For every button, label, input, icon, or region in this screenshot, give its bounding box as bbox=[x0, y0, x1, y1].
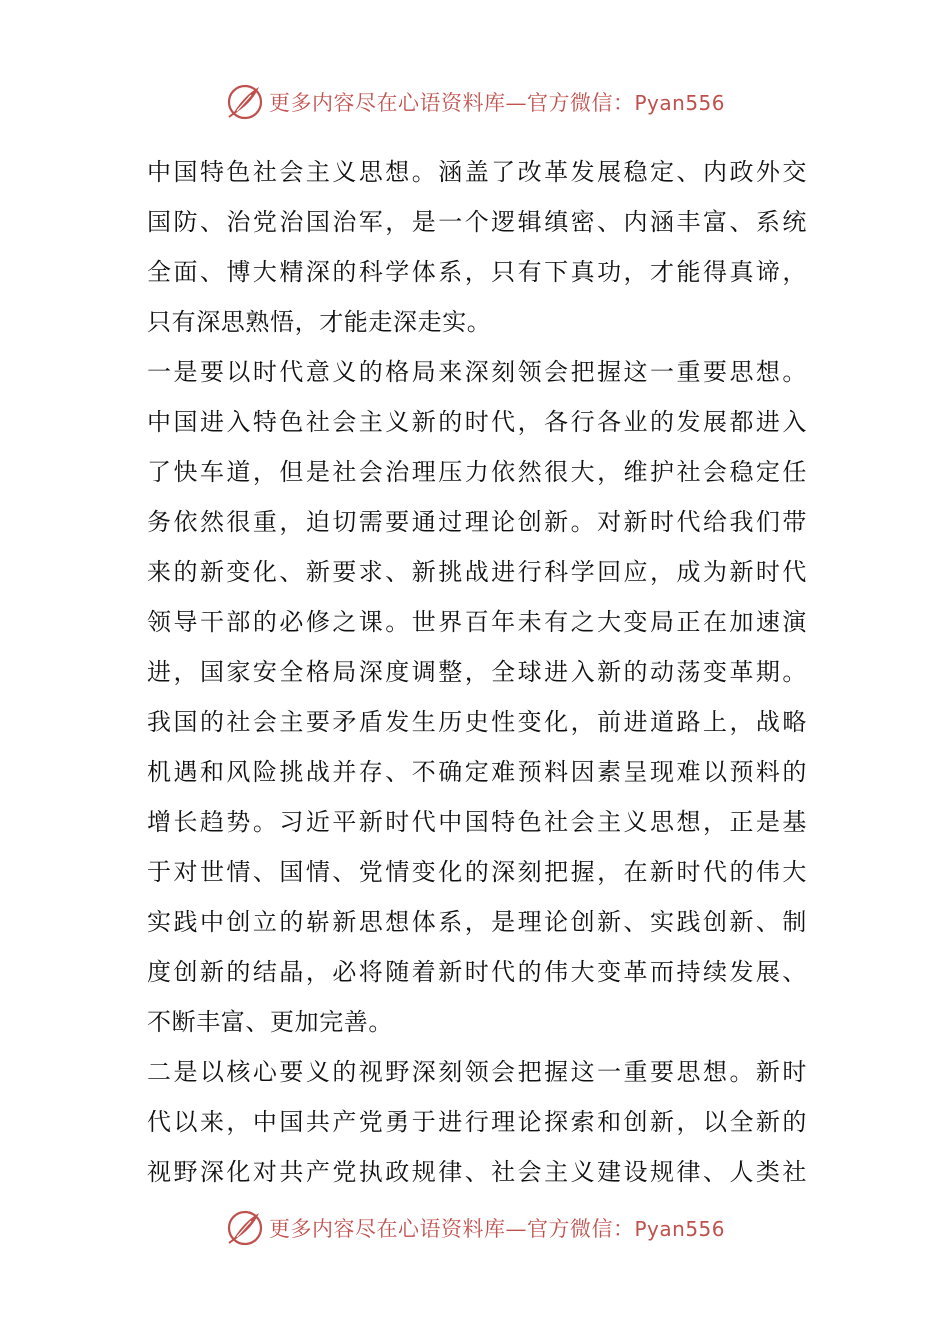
text-line: 度创新的结晶，必将随着新时代的伟大变革而持续发展、 bbox=[147, 958, 807, 986]
text-line: 实践中创立的崭新思想体系，是理论创新、实践创新、制 bbox=[147, 908, 807, 936]
text-line: 国防、治党治国治军，是一个逻辑缜密、内涵丰富、系统 bbox=[147, 208, 807, 236]
header-banner bbox=[0, 82, 950, 122]
text-line: 务依然很重，迫切需要通过理论创新。对新时代给我们带 bbox=[147, 508, 807, 536]
text-line: 进，国家安全格局深度调整，全球进入新的动荡变革期。 bbox=[147, 658, 807, 686]
text-line: 增长趋势。习近平新时代中国特色社会主义思想，正是基 bbox=[147, 808, 807, 836]
text-line: 视野深化对共产党执政规律、社会主义建设规律、人类社 bbox=[147, 1158, 807, 1186]
text-line: 我国的社会主要矛盾发生历史性变化，前进道路上，战略 bbox=[147, 708, 807, 736]
text-line: 领导干部的必修之课。世界百年未有之大变局正在加速演 bbox=[147, 608, 807, 636]
text-line: 中国进入特色社会主义新的时代，各行各业的发展都进入 bbox=[147, 408, 807, 436]
quill-pen-logo-icon bbox=[225, 82, 265, 122]
text-line: 了快车道，但是社会治理压力依然很大，维护社会稳定任 bbox=[147, 458, 807, 486]
footer-banner bbox=[0, 1208, 950, 1248]
text-line: 机遇和风险挑战并存、不确定难预料因素呈现难以预料的 bbox=[147, 758, 807, 786]
text-line: 全面、博大精深的科学体系，只有下真功，才能得真谛， bbox=[147, 258, 807, 286]
wechat-id: Pyan556 bbox=[634, 91, 725, 115]
text-line: 二是以核心要义的视野深刻领会把握这一重要思想。新时 bbox=[147, 1058, 807, 1086]
text-line: 中国特色社会主义思想。涵盖了改革发展稳定、内政外交 bbox=[147, 158, 807, 186]
banner-text: 更多内容尽在心语资料库—官方微信：Pyan556 bbox=[268, 1217, 725, 1241]
document-body bbox=[147, 147, 807, 1197]
text-line: 来的新变化、新要求、新挑战进行科学回应，成为新时代 bbox=[147, 558, 807, 586]
text-line: 代以来，中国共产党勇于进行理论探索和创新，以全新的 bbox=[147, 1108, 807, 1136]
banner-text: 更多内容尽在心语资料库—官方微信：Pyan556 bbox=[268, 91, 725, 115]
text-line: 不断丰富、更加完善。 bbox=[147, 1008, 393, 1036]
text-line: 于对世情、国情、党情变化的深刻把握，在新时代的伟大 bbox=[147, 858, 807, 886]
text-line: 一是要以时代意义的格局来深刻领会把握这一重要思想。 bbox=[147, 358, 807, 386]
wechat-id: Pyan556 bbox=[634, 1217, 725, 1241]
quill-pen-logo-icon bbox=[225, 1208, 265, 1248]
text-line: 只有深思熟悟，才能走深走实。 bbox=[147, 308, 492, 336]
